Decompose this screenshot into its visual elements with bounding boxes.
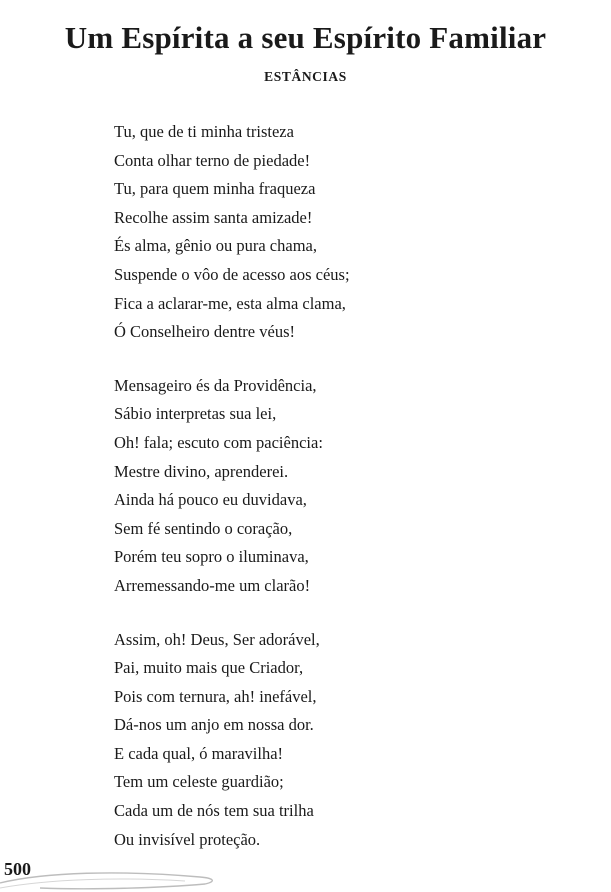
verse-line: Sem fé sentindo o coração, (114, 518, 293, 538)
page-corner-ornament (0, 850, 230, 892)
verse-line: Tu, que de ti minha tristeza (114, 122, 294, 141)
verse-line: Mensageiro és da Providência, (114, 375, 317, 395)
page-number: 500 (4, 859, 31, 879)
stanza-2 (114, 372, 584, 601)
verse-line: Dá-nos um anjo em nossa dor. (114, 715, 314, 735)
poem-subtitle: ESTÂNCIAS (264, 69, 347, 84)
verse-line: Arremessando-me um clarão! (114, 575, 311, 595)
verse-line: Cada um de nós tem sua trilha (114, 801, 314, 821)
verse-line: Conta olhar terno de piedade! (114, 150, 311, 170)
stanza-1 (114, 118, 584, 347)
verse-line: Assim, oh! Deus, Ser adorável, (114, 629, 320, 649)
verse-line: Pai, muito mais que Criador, (114, 658, 304, 678)
poem-title: Um Espírita a seu Espírito Familiar (64, 20, 547, 55)
verse-line: Oh! fala; escuto com paciência: (114, 432, 323, 452)
verse-line: Recolhe assim santa amizade! (114, 207, 313, 227)
verse-line: Porém teu sopro o iluminava, (114, 547, 309, 567)
verse-line: E cada qual, ó maravilha! (114, 743, 284, 763)
verse-line: Ou invisível proteção. (114, 829, 261, 849)
verse-line: Sábio interpretas sua lei, (114, 404, 277, 424)
verse-line: Ó Conselheiro dentre véus! (114, 322, 295, 342)
verse-line: Mestre divino, aprenderei. (114, 461, 289, 481)
verse-line: Pois com ternura, ah! inefável, (114, 686, 317, 706)
verse-line: Ainda há pouco eu duvidava, (114, 490, 307, 510)
verse-line: És alma, gênio ou pura chama, (114, 236, 317, 256)
poem-body (114, 118, 584, 879)
verse-line: Tu, para quem minha fraqueza (114, 179, 316, 199)
verse-line: Tem um celeste guardião; (114, 772, 284, 792)
verse-line: Fica a aclarar-me, esta alma clama, (114, 293, 346, 313)
stanza-3 (114, 626, 584, 855)
verse-line: Suspende o vôo de acesso aos céus; (114, 264, 350, 284)
